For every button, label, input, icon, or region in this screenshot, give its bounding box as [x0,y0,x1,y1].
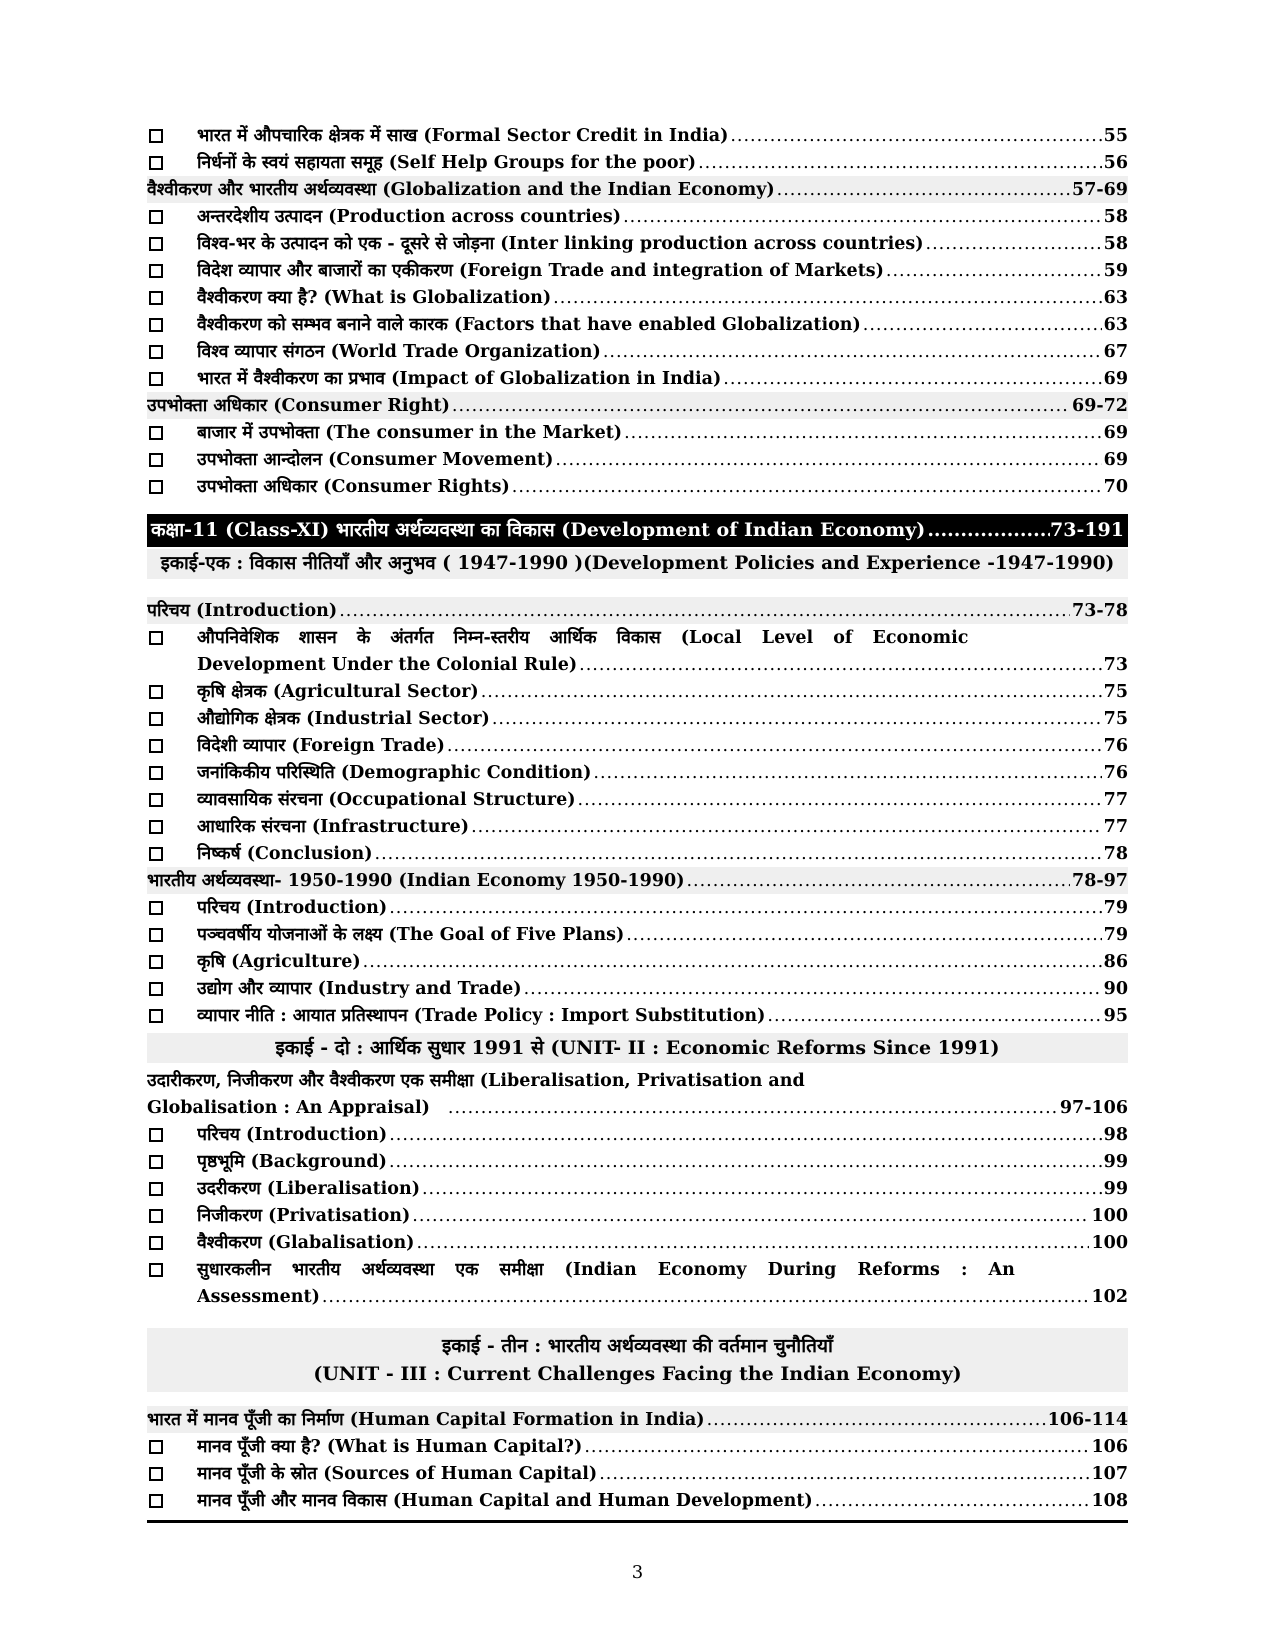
leader-dots [416,1230,1089,1256]
toc-entry-title: निजीकरण (Privatisation) [197,1206,411,1226]
leader-dots [926,231,1102,257]
toc-entry-row [147,1256,1128,1283]
unit-3-heading-hindi: इकाई - तीन : भारतीय अर्थव्यवस्था की वर्तमान चुनौतियाँ [442,1335,833,1357]
toc-entry-page: 100 [1091,1233,1128,1253]
toc-entry-row [147,338,1128,365]
leader-dots [389,1122,1101,1148]
toc-entry-row [147,1148,1128,1175]
toc-list-unit-2 [147,1121,1128,1256]
leader-dots [599,1461,1089,1487]
toc-entry-title: औद्योगिक क्षेत्रक (Industrial Sector) [197,709,490,729]
checkbox-bullet-icon [147,366,197,392]
leader-dots [626,922,1101,948]
toc-entry-row [147,311,1128,338]
toc-entry-row [147,1121,1128,1148]
page-number: 3 [631,1562,644,1583]
toc-entry-page: 90 [1103,979,1128,999]
toc-entry-title: विश्व व्यापार संगठन (World Trade Organization) [197,342,601,362]
toc-entry-page: 108 [1091,1491,1128,1511]
toc-entry-title: उपभोक्ता आन्दोलन (Consumer Movement) [197,450,554,470]
toc-entry-title: बाजार में उपभोक्ता (The consumer in the Market) [197,423,623,443]
toc-entry-title: विदेश व्यापार और बाजारों का एकीकरण (Foreign Trade and integration of Markets) [197,261,884,281]
toc-entry-title: निर्धनों के स्वयं सहायता समूह (Self Help Groups for the poor) [197,153,697,173]
leader-dots [624,420,1102,446]
unit-3-heading-english: (UNIT - III : Current Challenges Facing the Indian Economy) [313,1363,962,1385]
toc-entry-title: कृषि (Agriculture) [197,952,361,972]
toc-entry-page: 73-78 [1072,601,1128,621]
checkbox-bullet-icon [147,1176,197,1202]
leader-dots [777,177,1070,203]
toc-entry-title: कृषि क्षेत्रक (Agricultural Sector) [197,682,479,702]
checkbox-bullet-icon [147,976,197,1002]
toc-entry-title-line1: उदारीकरण, निजीकरण और वैश्वीकरण एक समीक्षा (Liberalisation, Privatisation and [147,1071,805,1091]
toc-entry-title: पृष्ठभूमि (Background) [197,1152,387,1172]
toc-entry-title: अन्तरदेशीय उत्पादन (Production across countries) [197,207,622,227]
checkbox-bullet-icon [147,1203,197,1229]
toc-entry-row [147,284,1128,311]
checkbox-bullet-icon [147,1149,197,1175]
toc-entry-title: उदरीकरण (Liberalisation) [197,1179,420,1199]
leader-dots [375,841,1102,867]
toc-entry-page: 69 [1103,450,1128,470]
toc-entry-row [147,419,1128,446]
checkbox-bullet-icon [147,949,197,975]
checkbox-bullet-icon [147,1434,197,1460]
toc-section-row [147,867,1128,894]
checkbox-bullet-icon [147,1257,197,1283]
toc-entry-row [147,149,1128,176]
leader-dots [452,393,1070,419]
toc-entry-page: 86 [1103,952,1128,972]
toc-entry-title: परिचय (Introduction) [197,1125,388,1145]
class-banner-pages: 73-191 [1050,519,1124,541]
leader-dots [578,787,1102,813]
toc-entry-row [147,975,1128,1002]
checkbox-bullet-icon [147,1230,197,1256]
toc-entry-page: 107 [1091,1464,1128,1484]
leader-dots [686,868,1070,894]
checkbox-bullet-icon [147,814,197,840]
toc-entry-title: भारत में औपचारिक क्षेत्रक में साख (Formal Sector Credit in India) [197,126,729,146]
toc-entry-title: वैश्वीकरण को सम्भव बनाने वाले कारक (Factors that have enabled Globalization) [197,315,861,335]
toc-entry-title: भारत में वैश्वीकरण का प्रभाव (Impact of Globalization in India) [197,369,722,389]
checkbox-bullet-icon [147,231,197,257]
toc-entry-row [147,1433,1128,1460]
toc-entry-row [147,705,1128,732]
toc-entry-row [147,759,1128,786]
leader-dots [863,312,1102,338]
toc-entry-title: व्यावसायिक संरचना (Occupational Structure) [197,790,576,810]
leader-dots [322,1284,1090,1310]
leader-dots [524,976,1102,1002]
checkbox-bullet-icon [147,1003,197,1029]
toc-entry-row [147,1229,1128,1256]
toc-entry-page: 99 [1103,1179,1128,1199]
toc-entry-page: 76 [1103,736,1128,756]
leader-dots [707,1407,1046,1433]
toc-entry-row [147,678,1128,705]
toc-section-row [147,1406,1128,1433]
toc-entry-page: 99 [1103,1152,1128,1172]
toc-entry-page: 75 [1103,709,1128,729]
leader-dots [389,1149,1102,1175]
toc-entry-row-continued [147,1283,1128,1310]
toc-entry-title-line1: सुधारकलीन भारतीय अर्थव्यवस्था एक समीक्षा (Indian Economy During Reforms : An [197,1260,1015,1280]
toc-entry-row [147,894,1128,921]
toc-entry-title: वैश्वीकरण क्या है? (What is Globalization) [197,288,552,308]
toc-entry-row [147,1487,1128,1514]
toc-entry-row [147,813,1128,840]
toc-entry-page: 69 [1103,423,1128,443]
toc-entry-page: 58 [1103,234,1128,254]
toc-section-row [147,176,1128,203]
toc-entry-row [147,257,1128,284]
unit-3-heading [147,1328,1128,1392]
toc-entry-page: 95 [1103,1006,1128,1026]
toc-entry-title: वैश्वीकरण और भारतीय अर्थव्यवस्था (Globalization and the Indian Economy) [147,180,775,200]
checkbox-bullet-icon [147,841,197,867]
toc-entry-title: विदेशी व्यापार (Foreign Trade) [197,736,445,756]
leader-dots [579,652,1102,678]
toc-entry-title: आधारिक संरचना (Infrastructure) [197,817,470,837]
checkbox-bullet-icon [147,204,197,230]
toc-entry-page: 69 [1103,369,1128,389]
toc-entry-row [147,230,1128,257]
checkbox-bullet-icon [147,1461,197,1487]
checkbox-bullet-icon [147,679,197,705]
toc-entry-page: 106-114 [1047,1410,1128,1430]
toc-entry-row [147,446,1128,473]
toc-entry-title: जनांकिकीय परिस्थिति (Demographic Condition) [197,763,592,783]
toc-entry-row [147,473,1128,500]
toc-entry-row [147,732,1128,759]
leader-dots [815,1488,1090,1514]
toc-entry-title: परिचय (Introduction) [197,898,388,918]
toc-entry-row [147,786,1128,813]
checkbox-bullet-icon [147,733,197,759]
leader-dots [886,258,1102,284]
leader-dots [448,1095,1058,1121]
toc-entry-row [147,921,1128,948]
leader-dots [730,123,1101,149]
toc-entry-title: उपभोक्ता अधिकार (Consumer Rights) [197,477,510,497]
class-banner-title: कक्षा-11 (Class-XI) भारतीय अर्थव्यवस्था का विकास (Development of Indian Economy) [151,519,926,541]
leader-dots [623,204,1102,230]
checkbox-bullet-icon [147,150,197,176]
toc-entry-title-line2: Development Under the Colonial Rule) [197,655,578,675]
leader-dots [723,366,1101,392]
toc-entry-title: उपभोक्ता अधिकार (Consumer Right) [147,396,450,416]
toc-entry-row [147,840,1128,867]
toc-entry-title: मानव पूँजी के स्रोत (Sources of Human Capital) [197,1464,598,1484]
toc-entry-title-line2: Assessment) [197,1287,320,1307]
leader-dots [412,1203,1089,1229]
class-11-banner [147,514,1128,547]
toc-entry-row [147,1460,1128,1487]
toc-entry-title: परिचय (Introduction) [147,601,338,621]
checkbox-bullet-icon [147,1122,197,1148]
checkbox-bullet-icon [147,1488,197,1514]
toc-list-unit-3 [147,1406,1128,1514]
leader-dots [584,1434,1089,1460]
leader-dots [339,598,1070,624]
unit-2-heading: इकाई - दो : आर्थिक सुधार 1991 से (UNIT- II : Economic Reforms Since 1991) [147,1033,1128,1063]
toc-entry-page: 70 [1103,477,1128,497]
leader-dots [471,814,1102,840]
toc-entry-page: 79 [1103,925,1128,945]
leader-dots [492,706,1102,732]
toc-entry-page: 79 [1103,898,1128,918]
toc-entry-row [147,624,1128,651]
toc-entry-row-continued [147,651,1128,678]
leader-dots [593,760,1101,786]
toc-entry-page: 98 [1103,1125,1128,1145]
checkbox-bullet-icon [147,625,197,651]
toc-section-row [147,597,1128,624]
checkbox-bullet-icon [147,760,197,786]
toc-entry-page: 73 [1103,655,1128,675]
toc-entry-title: व्यापार नीति : आयात प्रतिस्थापन (Trade Policy : Import Substitution) [197,1006,766,1026]
toc-entry-page: 75 [1103,682,1128,702]
leader-dots [925,514,1050,547]
toc-entry-page: 56 [1103,153,1128,173]
toc-entry-row [147,1002,1128,1029]
toc-entry-page: 77 [1103,817,1128,837]
toc-entry-page: 59 [1103,261,1128,281]
toc-entry-title: विश्व-भर के उत्पादन को एक - दूसरे से जोड़ना (Inter linking production across countries) [197,234,924,254]
leader-dots [363,949,1102,975]
toc-entry-title: पञ्चवर्षीय योजनाओं के लक्ष्य (The Goal of Five Plans) [197,925,625,945]
toc-entry-page: 77 [1103,790,1128,810]
toc-entry-row [147,203,1128,230]
toc-list-unit-1 [147,678,1128,1029]
toc-entry-title: मानव पूँजी क्या है? (What is Human Capital?) [197,1437,583,1457]
leader-dots [481,679,1102,705]
checkbox-bullet-icon [147,312,197,338]
toc-entry-page: 78 [1103,844,1128,864]
toc-list-consumer-globalization [147,122,1128,500]
toc-entry-title: वैश्वीकरण (Glabalisation) [197,1233,415,1253]
checkbox-bullet-icon [147,922,197,948]
checkbox-bullet-icon [147,258,197,284]
toc-entry-page: 106 [1091,1437,1128,1457]
checkbox-bullet-icon [147,420,197,446]
toc-entry-page: 67 [1103,342,1128,362]
toc-entry-title: भारत में मानव पूँजी का निर्माण (Human Capital Formation in India) [147,1410,705,1430]
leader-dots [555,447,1101,473]
leader-dots [389,895,1101,921]
toc-entry-page: 63 [1103,288,1128,308]
toc-entry-row [147,1202,1128,1229]
toc-entry-page: 63 [1103,315,1128,335]
checkbox-bullet-icon [147,123,197,149]
toc-entry-row [147,365,1128,392]
checkbox-bullet-icon [147,285,197,311]
bottom-rule [147,1520,1128,1523]
toc-entry-row [147,1175,1128,1202]
checkbox-bullet-icon [147,474,197,500]
toc-entry-page: 57-69 [1072,180,1128,200]
checkbox-bullet-icon [147,895,197,921]
leader-dots [767,1003,1101,1029]
checkbox-bullet-icon [147,339,197,365]
leader-dots [447,733,1102,759]
toc-entry-title: मानव पूँजी और मानव विकास (Human Capital and Human Development) [197,1491,813,1511]
toc-entry-page: 69-72 [1072,396,1128,416]
checkbox-bullet-icon [147,447,197,473]
toc-entry-page: 58 [1103,207,1128,227]
leader-dots [698,150,1102,176]
unit-1-heading: इकाई-एक : विकास नीतियाँ और अनुभव ( 1947-1990 )(Development Policies and Experience -1947-1990) [147,549,1128,579]
leader-dots [422,1176,1102,1202]
toc-entry-page: 55 [1103,126,1128,146]
toc-entry-page: 78-97 [1072,871,1128,891]
toc-entry-title: भारतीय अर्थव्यवस्था- 1950-1990 (Indian Economy 1950-1990) [147,871,685,891]
toc-entry-page: 76 [1103,763,1128,783]
toc-entry-page: 100 [1091,1206,1128,1226]
checkbox-bullet-icon [147,787,197,813]
toc-entry-page: 97-106 [1059,1098,1128,1118]
toc-entry-row [147,122,1128,149]
toc-entry-row [147,948,1128,975]
toc-entry-title-line1: औपनिवेशिक शासन के अंतर्गत निम्न-स्तरीय आर्थिक विकास (Local Level of Economic [197,628,969,648]
checkbox-bullet-icon [147,706,197,732]
toc-section-row-continued [147,1094,1128,1121]
table-of-contents [147,122,1128,1523]
toc-entry-title-line2: Globalisation : An Appraisal) [147,1098,430,1118]
leader-dots [512,474,1102,500]
leader-dots [603,339,1102,365]
toc-section-row [147,1067,1128,1094]
toc-entry-page: 102 [1091,1287,1128,1307]
toc-section-row [147,392,1128,419]
leader-dots [553,285,1102,311]
toc-entry-title: उद्योग और व्यापार (Industry and Trade) [197,979,522,999]
toc-entry-title: निष्कर्ष (Conclusion) [197,844,373,864]
